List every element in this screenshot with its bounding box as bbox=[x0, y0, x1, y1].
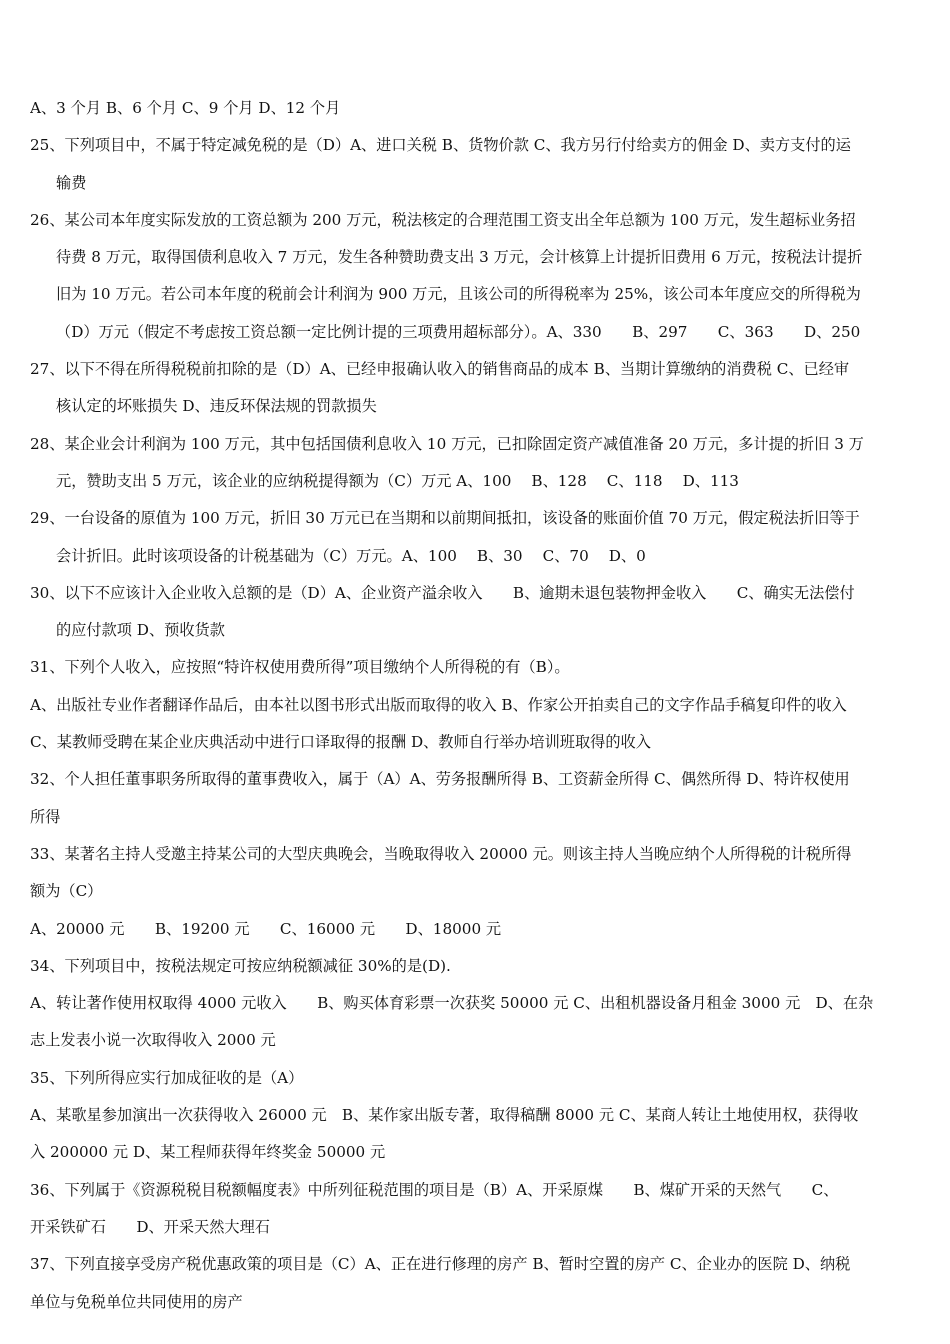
text-line: 输费 bbox=[56, 173, 87, 192]
text-line: 29、一台设备的原值为 100 万元，折旧 30 万元已在当期和以前期间抵扣，该设备的账面价值 70 万元，假定税法折旧等于 bbox=[30, 509, 860, 528]
text-line: 33、某著名主持人受邀主持某公司的大型庆典晚会，当晚取得收入 20000 元。则该主持人当晚应纳个人所得税的计税所得 bbox=[30, 844, 852, 863]
text-line: A、出版社专业作者翻译作品后，由本社以图书形式出版而取得的收入 B、作家公开拍卖自己的文字作品手稿复印件的收入 bbox=[30, 695, 847, 714]
text-line: 开采铁矿石 D、开采天然大理石 bbox=[30, 1217, 270, 1236]
text-line: 32、个人担任董事职务所取得的董事费收入，属于（A）A、劳务报酬所得 B、工资薪金所得 C、偶然所得 D、特许权使用 bbox=[30, 770, 850, 789]
text-line: C、某教师受聘在某企业庆典活动中进行口译取得的报酬 D、教师自行举办培训班取得的收入 bbox=[30, 733, 651, 752]
text-line: 元，赞助支出 5 万元，该企业的应纳税提得额为（C）万元 A、100 B、128 C、118 D、113 bbox=[56, 471, 739, 490]
text-line: 35、下列所得应实行加成征收的是（A） bbox=[30, 1068, 304, 1087]
text-line: 核认定的坏账损失 D、违反环保法规的罚款损失 bbox=[56, 397, 377, 416]
text-line: 25、下列项目中，不属于特定减免税的是（D）A、进口关税 B、货物价款 C、我方另行付给卖方的佣金 D、卖方支付的运 bbox=[30, 136, 851, 155]
text-line: 入 200000 元 D、某工程师获得年终奖金 50000 元 bbox=[30, 1143, 386, 1162]
text-line: 的应付款项 D、预收货款 bbox=[56, 621, 225, 640]
document-page bbox=[30, 90, 922, 1321]
text-line: 37、下列直接享受房产税优惠政策的项目是（C）A、正在进行修理的房产 B、暂时空置的房产 C、企业办的医院 D、纳税 bbox=[30, 1255, 851, 1274]
text-line: 志上发表小说一次取得收入 2000 元 bbox=[30, 1031, 276, 1050]
text-line: A、20000 元 B、19200 元 C、16000 元 D、18000 元 bbox=[30, 919, 502, 938]
text-line: A、3 个月 B、6 个月 C、9 个月 D、12 个月 bbox=[30, 99, 341, 117]
text-line: 旧为 10 万元。若公司本年度的税前会计利润为 900 万元，且该公司的所得税率为 25%，该公司本年度应交的所得税为 bbox=[56, 285, 861, 304]
text-line: 会计折旧。此时该项设备的计税基础为（C）万元。A、100 B、30 C、70 D、0 bbox=[56, 546, 646, 565]
text-line: 27、以下不得在所得税税前扣除的是（D）A、已经申报确认收入的销售商品的成本 B、当期计算缴纳的消费税 C、已经审 bbox=[30, 360, 850, 379]
text-line: 31、下列个人收入，应按照“特许权使用费所得”项目缴纳个人所得税的有（B）。 bbox=[30, 658, 570, 677]
text-line: 26、某公司本年度实际发放的工资总额为 200 万元，税法核定的合理范围工资支出全年总额为 100 万元，发生超标业务招 bbox=[30, 210, 856, 229]
text-line: 额为（C） bbox=[30, 882, 103, 901]
text-line: 所得 bbox=[30, 807, 61, 826]
text-line: 单位与免税单位共同使用的房产 bbox=[30, 1292, 243, 1311]
text-line: A、转让著作使用权取得 4000 元收入 B、购买体育彩票一次获奖 50000 元 C、出租机器设备月租金 3000 元 D、在杂 bbox=[30, 994, 874, 1013]
text-line: 34、下列项目中，按税法规定可按应纳税额减征 30%的是(D). bbox=[30, 956, 451, 975]
text-line: A、某歌星参加演出一次获得收入 26000 元 B、某作家出版专著，取得稿酬 8000 元 C、某商人转让土地使用权，获得收 bbox=[30, 1106, 859, 1125]
text-line: 30、以下不应该计入企业收入总额的是（D）A、企业资产溢余收入 B、逾期未退包装物押金收入 C、确实无法偿付 bbox=[30, 583, 855, 602]
text-line: 待费 8 万元，取得国债利息收入 7 万元，发生各种赞助费支出 3 万元，会计核算上计提折旧费用 6 万元，按税法计提折 bbox=[56, 248, 863, 267]
text-line: 36、下列属于《资源税税目税额幅度表》中所列征税范围的项目是（B）A、开采原煤 B、煤矿开采的天然气 C、 bbox=[30, 1180, 839, 1199]
text-line: 28、某企业会计利润为 100 万元，其中包括国债利息收入 10 万元，已扣除固定资产减值准备 20 万元，多计提的折旧 3 万 bbox=[30, 434, 864, 453]
text-line: （D）万元（假定不考虑按工资总额一定比例计提的三项费用超标部分）。A、330 B、297 C、363 D、250 bbox=[56, 322, 861, 341]
